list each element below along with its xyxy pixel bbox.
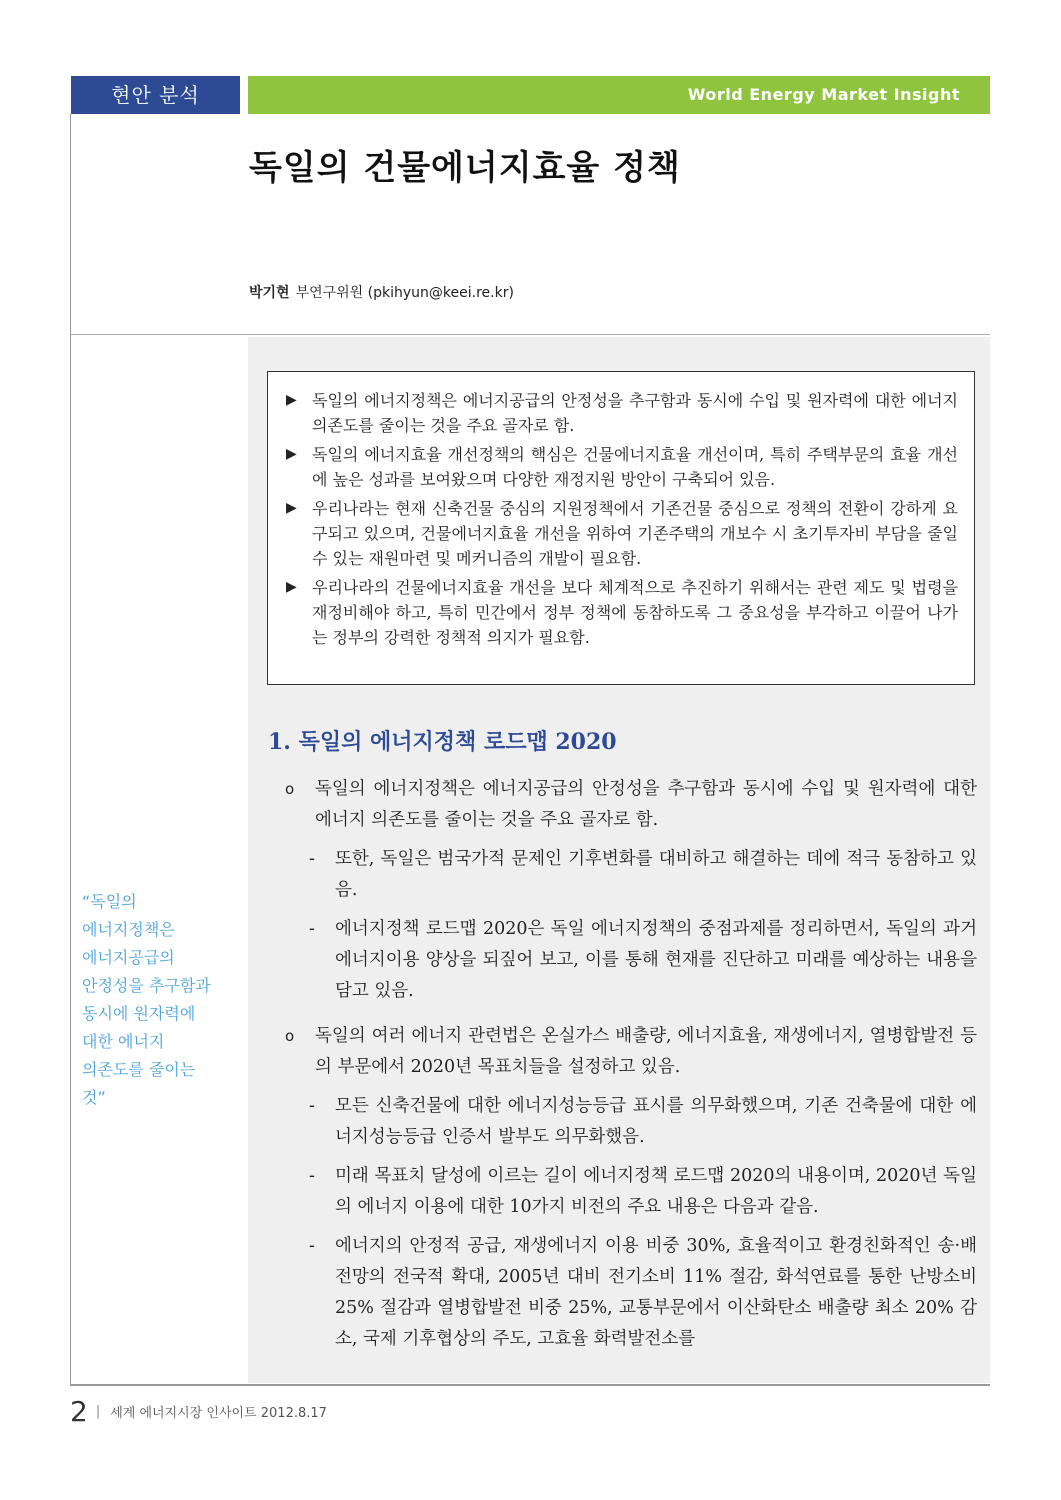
- sub-paragraph: - 미래 목표치 달성에 이르는 길이 에너지정책 로드맵 2020의 내용이며, 2020년 독일의 에너지 이용에 대한 10가지 비전의 주요 내용은 다음과 같음.: [309, 1161, 977, 1223]
- series-title: World Energy Market Insight: [248, 76, 990, 114]
- publication-info: 세계 에너지시장 인사이트 2012.8.17: [110, 1406, 327, 1421]
- summary-item: ▶ 독일의 에너지효율 개선정책의 핵심은 건물에너지효율 개선이며, 특히 주택부문의 효율 개선에 높은 성과를 보여왔으며 다양한 재정지원 방안이 구축되어 있음.: [286, 442, 958, 492]
- summary-box: [267, 371, 975, 685]
- sub-paragraph: - 또한, 독일은 범국가적 문제인 기후변화를 대비하고 해결하는 데에 적극 동참하고 있음.: [309, 844, 977, 906]
- left-rule: [70, 114, 71, 1386]
- summary-item: ▶ 독일의 에너지정책은 에너지공급의 안정성을 추구함과 동시에 수입 및 원자력에 대한 에너지 의존도를 줄이는 것을 주요 골자로 함.: [286, 388, 958, 438]
- sub-paragraph: - 모든 신축건물에 대한 에너지성능등급 표시를 의무화했으며, 기존 건축물에 대한 에너지성능등급 인증서 발부도 의무화했음.: [309, 1091, 977, 1153]
- author-line: [249, 282, 514, 302]
- triangle-bullet-icon: ▶: [286, 446, 297, 462]
- author-name: 박기현: [249, 285, 290, 301]
- article-title: 독일의 건물에너지효율 정책: [249, 148, 681, 188]
- page-footer: [70, 1395, 327, 1428]
- paragraph: o 독일의 에너지정책은 에너지공급의 안정성을 추구함과 동시에 수입 및 원자력에 대한 에너지 의존도를 줄이는 것을 주요 골자로 함.: [285, 774, 977, 836]
- triangle-bullet-icon: ▶: [286, 579, 297, 595]
- footer-divider: [70, 1384, 990, 1386]
- circle-bullet-icon: o: [285, 1027, 295, 1045]
- sub-paragraph: - 에너지정책 로드맵 2020은 독일 에너지정책의 중점과제를 정리하면서, 독일의 과거 에너지이용 양상을 되짚어 보고, 이를 통해 현재를 진단하고 미래를 예상하는 내용을 담고 있음.: [309, 914, 977, 1007]
- circle-bullet-icon: o: [285, 780, 295, 798]
- section-body: [285, 774, 977, 1363]
- paragraph: o 독일의 여러 에너지 관련법은 온실가스 배출량, 에너지효율, 재생에너지, 열병합발전 등의 부문에서 2020년 목표치들을 설정하고 있음.: [285, 1021, 977, 1083]
- section-label: 현안 분석: [71, 76, 240, 114]
- pull-quote: “독일의 에너지정책은 에너지공급의 안정성을 추구함과 동시에 원자력에 대한 에너지 의존도를 줄이는 것”: [82, 892, 211, 1107]
- dash-bullet-icon: -: [309, 1166, 315, 1186]
- summary-item: ▶ 우리나라의 건물에너지효율 개선을 보다 체계적으로 추진하기 위해서는 관련 제도 및 법령을 재정비해야 하고, 특히 민간에서 정부 정책에 동참하도록 그 중요성을 부각하고 이끌어 나가는 정부의 강력한 정책적 의지가 필요함.: [286, 575, 958, 650]
- dash-bullet-icon: -: [309, 1096, 315, 1116]
- triangle-bullet-icon: ▶: [286, 392, 297, 408]
- header-divider: [70, 334, 990, 335]
- dash-bullet-icon: -: [309, 1236, 315, 1256]
- dash-bullet-icon: -: [309, 849, 315, 869]
- sub-paragraph: - 에너지의 안정적 공급, 재생에너지 이용 비중 30%, 효율적이고 환경친화적인 송·배전망의 전국적 확대, 2005년 대비 전기소비 11% 절감, 화석연료를 통한 난방소비 25% 절감과 열병합발전 비중 25%, 교통부문에서 이산화탄소 배출량 최소 20% 감소, 국제 기후협상의 주도, 고효율 화력발전소를: [309, 1231, 977, 1355]
- triangle-bullet-icon: ▶: [286, 500, 297, 516]
- section-heading: 1. 독일의 에너지정책 로드맵 2020: [268, 729, 617, 755]
- summary-item: ▶ 우리나라는 현재 신축건물 중심의 지원정책에서 기존건물 중심으로 정책의 전환이 강하게 요구되고 있으며, 건물에너지효율 개선을 위하여 기존주택의 개보수 시 초기투자비 부담을 줄일 수 있는 재원마련 및 메커니즘의 개발이 필요함.: [286, 496, 958, 571]
- dash-bullet-icon: -: [309, 919, 315, 939]
- page-number: 2: [70, 1395, 88, 1428]
- footer-separator: |: [95, 1404, 101, 1419]
- author-role: 부연구위원 (pkihyun@keei.re.kr): [295, 285, 514, 301]
